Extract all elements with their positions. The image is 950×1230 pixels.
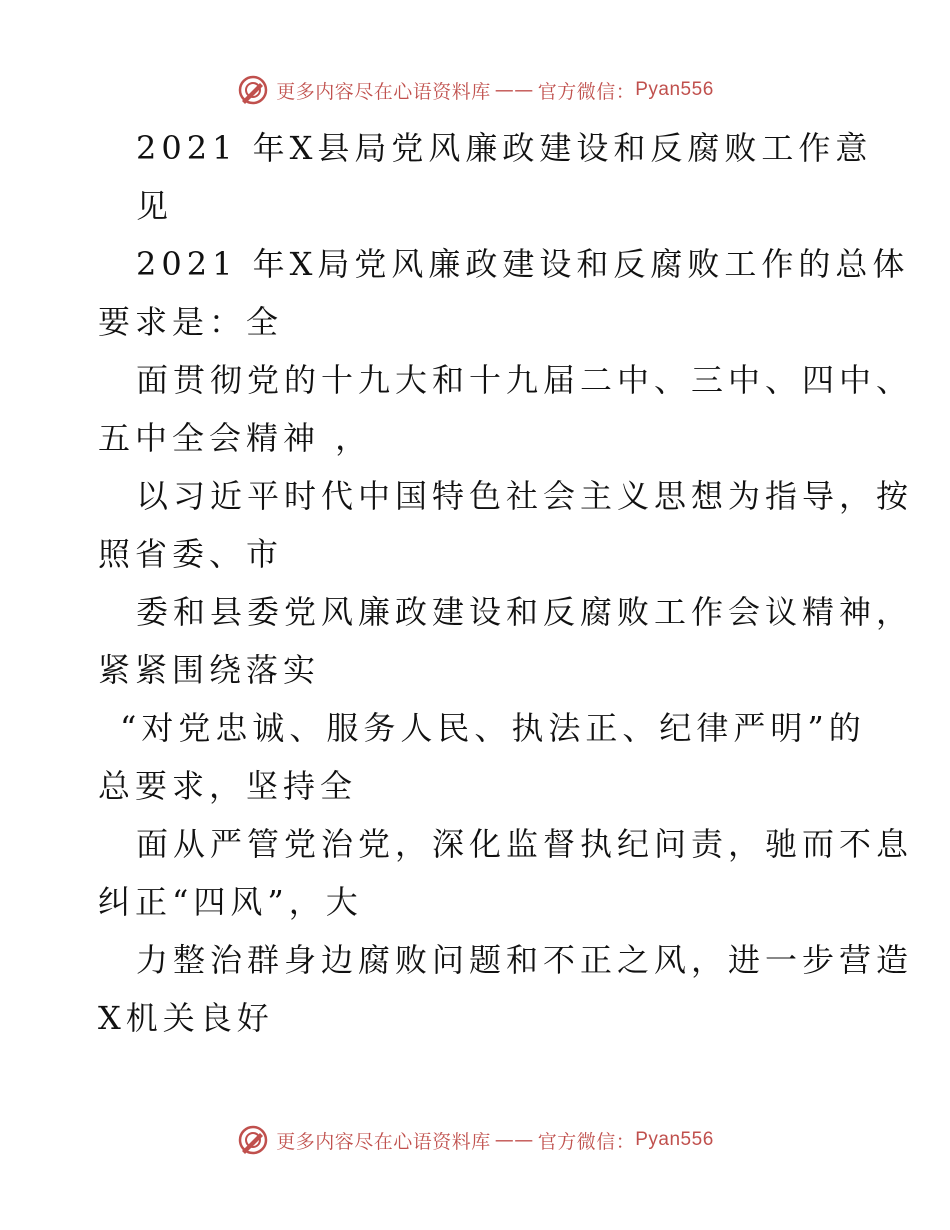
body-line: 面从严管党治党，深化监督执纪问责，驰而不息 [136,825,914,863]
header-watermark [0,70,950,110]
banner-wechat-label: 官方微信： [537,80,636,103]
body-line: 照省委、市 [98,535,284,573]
title-line-1: 2021 年X县局党风廉政建设和反腐败工作意 [136,129,873,167]
pen-logo-icon [236,73,270,107]
body-line: 以习近平时代中国特色社会主义思想为指导，按 [136,477,914,515]
body-line: 五中全会精神 ， [98,419,373,457]
title-line-2: 见 [136,187,174,225]
body-line: 委和县委党风廉政建设和反腐败工作会议精神， [136,593,914,631]
banner-wechat-id: Pyan556 [635,1129,714,1150]
body-line: “对党忠诚、服务人民、执法正、纪律严明”的 [120,709,866,747]
banner-wechat-label: 官方微信： [537,1130,636,1153]
body-line: 力整治群身边腐败问题和不正之风，进一步营造 [136,941,914,979]
body-line: 面贯彻党的十九大和十九届二中、三中、四中、 [136,361,914,399]
body-line: X机关良好 [98,999,274,1037]
body-line: 纠正“四风”，大 [98,883,363,921]
banner-dash: —— [494,1129,534,1151]
body-line: 要求是：全 [98,303,284,341]
footer-watermark [0,1120,950,1160]
banner-wechat-id: Pyan556 [635,79,714,100]
body-line: 2021 年X局党风廉政建设和反腐败工作的总体 [136,245,910,283]
body-line: 紧紧围绕落实 [98,651,321,689]
banner-site-text: 更多内容尽在心语资料库 [276,80,491,103]
body-line: 总要求，坚持全 [98,767,358,805]
pen-logo-icon [236,1123,270,1157]
banner-site-text: 更多内容尽在心语资料库 [276,1130,491,1153]
banner-dash: —— [494,79,534,101]
